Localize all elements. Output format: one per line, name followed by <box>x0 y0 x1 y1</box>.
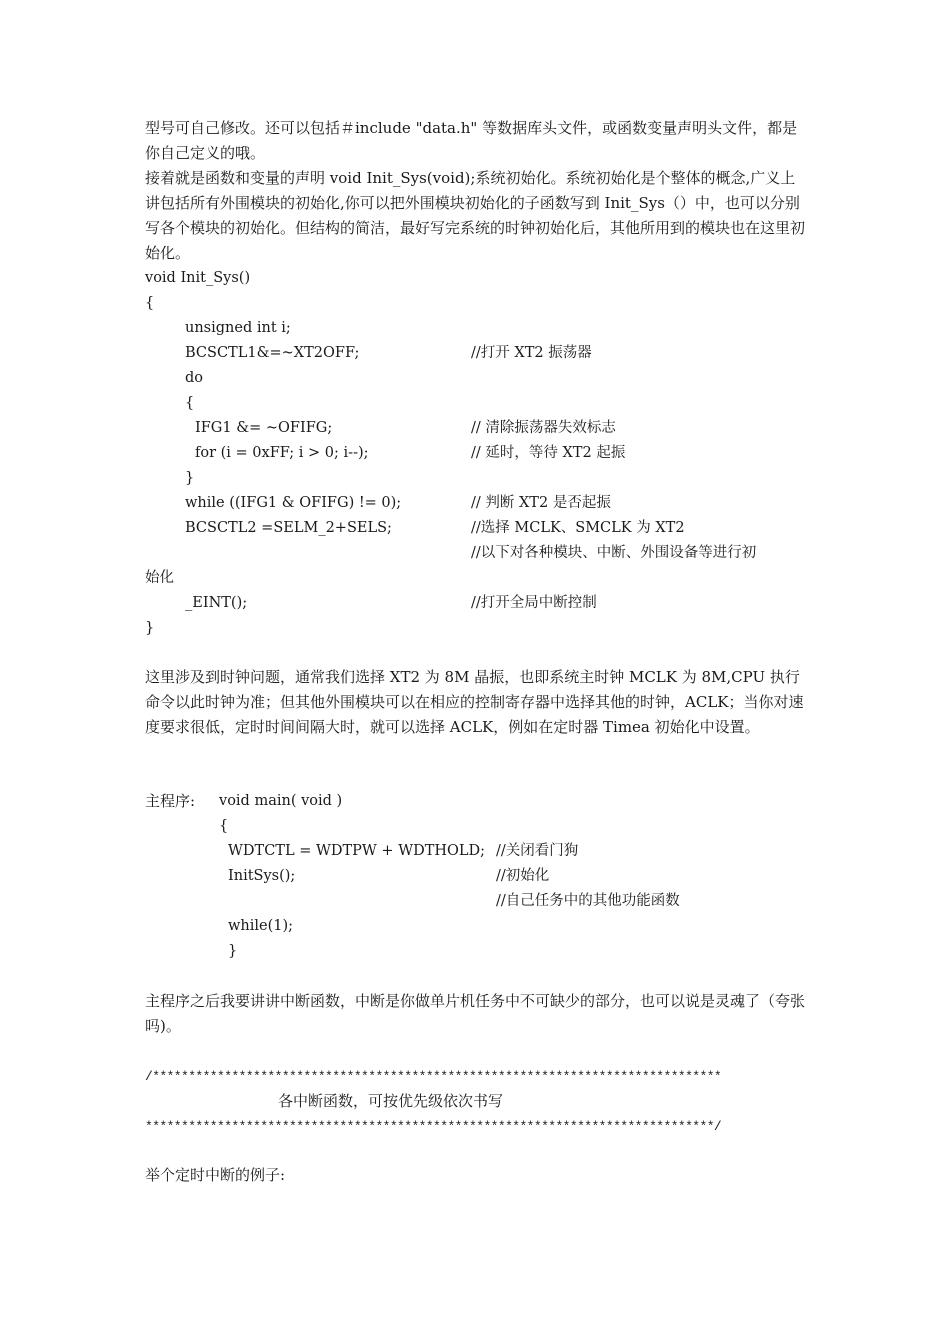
code-while-check: while ((IFG1 & OFIFG) != 0); <box>185 495 402 511</box>
init-sys-close-brace: } <box>145 620 155 636</box>
code-wdtctl: WDTCTL = WDTPW + WDTHOLD; <box>228 843 486 859</box>
comment-module-init-b: 始化 <box>145 570 174 586</box>
code-bcsctl1: BCSCTL1&=~XT2OFF; <box>185 345 360 361</box>
example-label: 举个定时中断的例子: <box>145 1166 286 1184</box>
interrupt-paragraph: 主程序之后我要讲讲中断函数，中断是你做单片机任务中不可缺少的部分，也可以说是灵魂了（夸张吗)。 <box>145 992 806 1035</box>
comment-bcsctl1: //打开 XT2 振荡器 <box>471 345 592 361</box>
comment-while-check: // 判断 XT2 是否起振 <box>471 495 611 511</box>
comment-module-init-a: //以下对各种模块、中断、外围设备等进行初 <box>471 545 757 561</box>
code-for-loop: for (i = 0xFF; i > 0; i--); <box>195 445 369 461</box>
comment-bcsctl2: //选择 MCLK、SMCLK 为 XT2 <box>471 520 685 536</box>
comment-for-loop: // 延时，等待 XT2 起振 <box>471 445 626 461</box>
init-sys-declaration: unsigned int i; <box>185 320 291 336</box>
comment-ifg1: // 清除振荡器失效标志 <box>471 420 616 436</box>
init-sys-open-brace: { <box>145 295 155 311</box>
comment-initsys-call: //初始化 <box>496 868 550 884</box>
main-open-brace: { <box>219 818 229 834</box>
intro-paragraph-2: 接着就是函数和变量的声明 void Init_Sys(void);系统初始化。系统初始化是个整体的概念,广义上讲包括所有外围模块的初始化,你可以把外围模块初始化的子函数写到 Init_Sys（）中，也可以分别写各个模块的初始化。但结构的简洁，最好写完系统的时钟初始化后，其他所用到的模块也在这里初始化。 <box>145 169 806 262</box>
comment-eint: //打开全局中断控制 <box>471 595 597 611</box>
comment-wdtctl: //关闭看门狗 <box>496 843 579 859</box>
code-main-while: while(1); <box>228 918 294 934</box>
code-eint: _EINT(); <box>185 595 248 611</box>
comment-other-functions: //自己任务中的其他功能函数 <box>496 893 680 909</box>
code-do-close-brace: } <box>185 470 195 486</box>
code-do: do <box>185 370 204 386</box>
banner-bottom-stars: *******************************************************************************/ <box>145 1119 722 1134</box>
code-ifg1: IFG1 &= ~OFIFG; <box>195 420 333 436</box>
intro-paragraph-1: 型号可自己修改。还可以包括＃include "data.h" 等数据库头文件，或函数变量声明头文件，都是你自己定义的哦。 <box>145 119 798 162</box>
banner-title: 各中断函数，可按优先级依次书写 <box>278 1092 504 1110</box>
code-bcsctl2: BCSCTL2 =SELM_2+SELS; <box>185 520 392 536</box>
code-do-open-brace: { <box>185 395 195 411</box>
main-signature: void main( void ) <box>219 793 343 809</box>
init-sys-signature: void Init_Sys() <box>145 270 251 286</box>
code-initsys-call: InitSys(); <box>228 868 296 884</box>
banner-top-stars: /******************************************************************************* <box>145 1069 722 1084</box>
main-program-label: 主程序: <box>145 792 196 810</box>
main-close-brace: } <box>228 943 238 959</box>
clock-paragraph: 这里涉及到时钟问题，通常我们选择 XT2 为 8M 晶振，也即系统主时钟 MCLK 为 8M,CPU 执行命令以此时钟为准；但其他外围模块可以在相应的控制寄存器中选择其他的时钟，ACLK；当你对速度要求很低，定时时间间隔大时，就可以选择 ACLK，例如在定时器 Timea 初始化中设置。 <box>145 668 804 736</box>
